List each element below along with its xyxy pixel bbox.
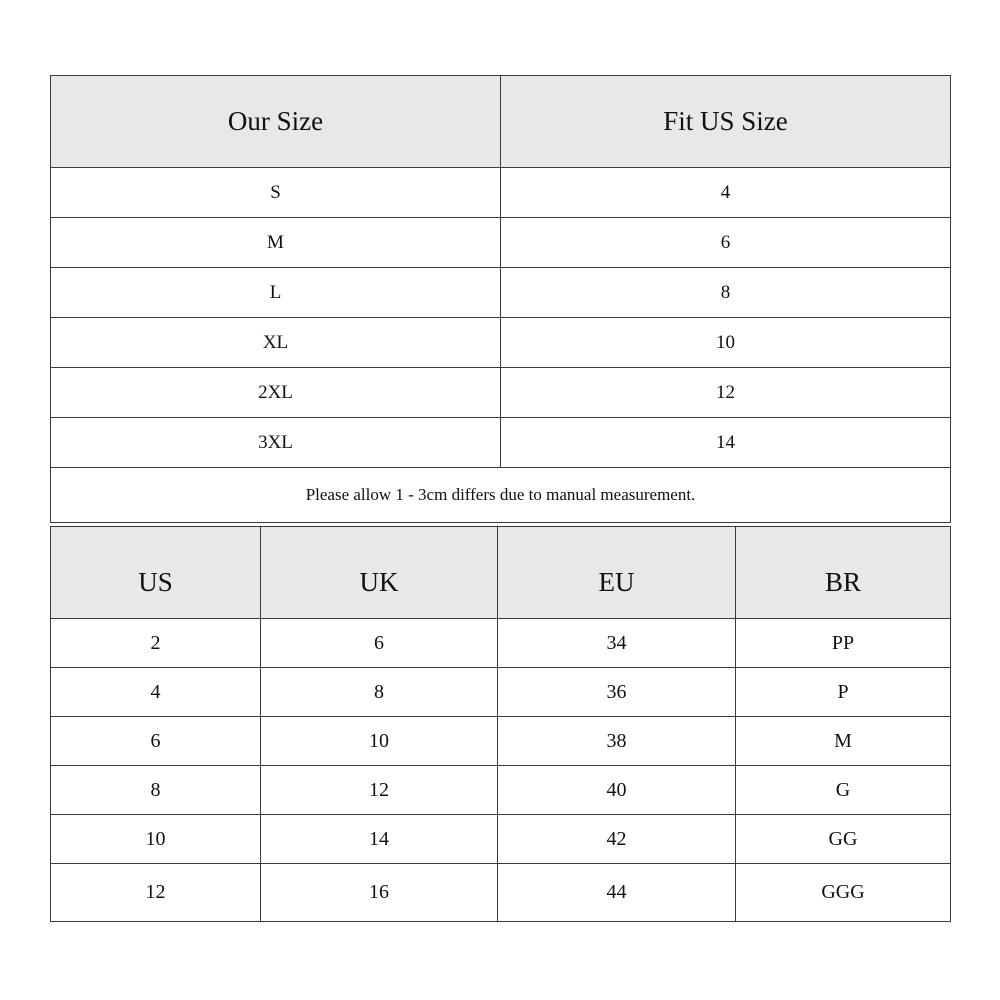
eu-cell: 44 — [498, 864, 736, 922]
uk-cell: 16 — [261, 864, 498, 922]
our-size-cell: 3XL — [51, 418, 501, 468]
eu-cell: 34 — [498, 619, 736, 668]
table-row — [51, 619, 951, 668]
uk-cell: 10 — [261, 717, 498, 766]
fit-us-size-cell: 12 — [501, 368, 951, 418]
us-cell: 4 — [51, 668, 261, 717]
fit-us-size-cell: 10 — [501, 318, 951, 368]
conversion-body — [51, 619, 951, 922]
uk-cell: 8 — [261, 668, 498, 717]
header-row — [51, 527, 951, 619]
our-size-cell: L — [51, 268, 501, 318]
our-size-cell: S — [51, 168, 501, 218]
fit-us-size-cell: 14 — [501, 418, 951, 468]
size-chart-table — [50, 75, 951, 523]
table-row — [51, 318, 951, 368]
us-cell: 2 — [51, 619, 261, 668]
size-chart-header — [51, 76, 951, 168]
table-row — [51, 717, 951, 766]
fit-us-size-cell: 8 — [501, 268, 951, 318]
table-row — [51, 864, 951, 922]
header-row — [51, 76, 951, 168]
table-row — [51, 168, 951, 218]
br-cell: G — [736, 766, 951, 815]
table-row — [51, 668, 951, 717]
our-size-cell: 2XL — [51, 368, 501, 418]
eu-cell: 36 — [498, 668, 736, 717]
size-chart-body — [51, 168, 951, 523]
fit-us-size-cell: 4 — [501, 168, 951, 218]
table-row — [51, 218, 951, 268]
uk-header: UK — [261, 527, 498, 619]
uk-cell: 6 — [261, 619, 498, 668]
us-cell: 6 — [51, 717, 261, 766]
eu-cell: 40 — [498, 766, 736, 815]
our-size-cell: XL — [51, 318, 501, 368]
size-conversion-table — [50, 526, 951, 922]
note-row — [51, 468, 951, 523]
us-cell: 8 — [51, 766, 261, 815]
us-cell: 12 — [51, 864, 261, 922]
br-cell: M — [736, 717, 951, 766]
br-header: BR — [736, 527, 951, 619]
br-cell: GG — [736, 815, 951, 864]
conversion-header — [51, 527, 951, 619]
table-row — [51, 418, 951, 468]
table-row — [51, 766, 951, 815]
table-row — [51, 268, 951, 318]
br-cell: GGG — [736, 864, 951, 922]
our-size-header: Our Size — [51, 76, 501, 168]
us-cell: 10 — [51, 815, 261, 864]
our-size-cell: M — [51, 218, 501, 268]
us-header: US — [51, 527, 261, 619]
eu-header: EU — [498, 527, 736, 619]
eu-cell: 38 — [498, 717, 736, 766]
table-row — [51, 815, 951, 864]
table-row — [51, 368, 951, 418]
uk-cell: 14 — [261, 815, 498, 864]
fit-us-size-cell: 6 — [501, 218, 951, 268]
measurement-note: Please allow 1 - 3cm differs due to manual measurement. — [51, 468, 951, 523]
br-cell: P — [736, 668, 951, 717]
eu-cell: 42 — [498, 815, 736, 864]
br-cell: PP — [736, 619, 951, 668]
uk-cell: 12 — [261, 766, 498, 815]
fit-us-size-header: Fit US Size — [501, 76, 951, 168]
